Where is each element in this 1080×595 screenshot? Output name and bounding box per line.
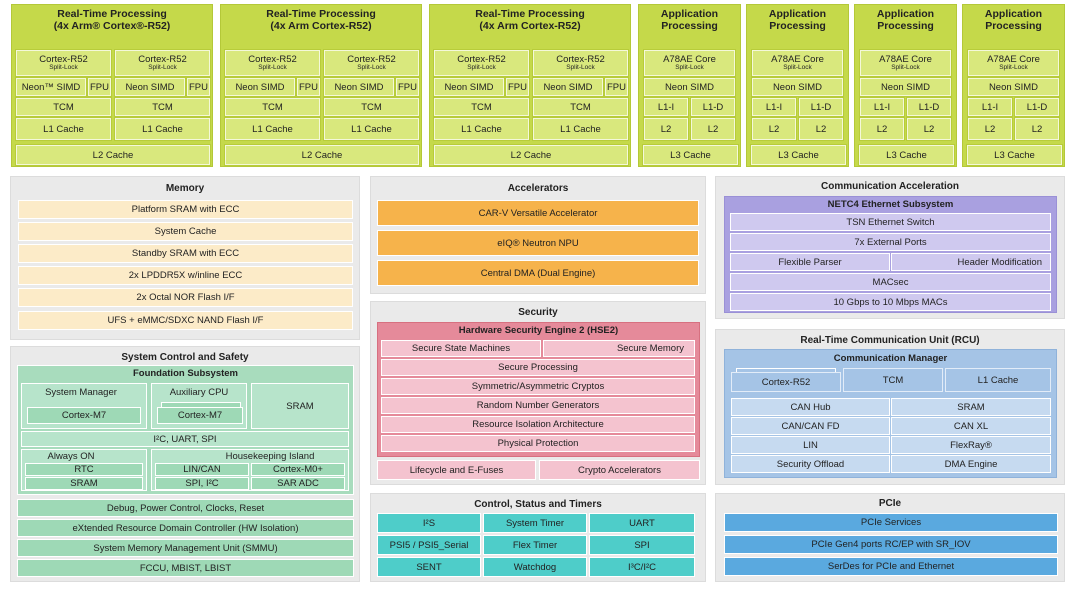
comm-manager-title: Communication Manager bbox=[833, 352, 948, 364]
core-sub-text: Split-Lock bbox=[148, 63, 177, 71]
accelerators-panel bbox=[370, 176, 706, 294]
rt-processing-cluster bbox=[429, 4, 631, 167]
l1-cache: L1 Cache bbox=[434, 118, 529, 140]
control-title: Control, Status and Timers bbox=[474, 499, 602, 510]
memory-item: UFS + eMMC/SDXC NAND Flash I/F bbox=[18, 311, 353, 330]
l1-cache: L1 Cache bbox=[16, 118, 111, 140]
security-item: Physical Protection bbox=[381, 435, 695, 452]
neon-simd: Neon SIMD bbox=[115, 78, 185, 96]
tsn-switch: TSN Ethernet Switch bbox=[730, 213, 1051, 231]
system-panel bbox=[10, 346, 360, 582]
netc4-title: NETC4 Ethernet Subsystem bbox=[827, 198, 954, 210]
accelerator-item: eIQ® Neutron NPU bbox=[377, 230, 699, 256]
neon-simd: Neon SIMD bbox=[533, 78, 603, 96]
l1-cache: L1 Cache bbox=[225, 118, 320, 140]
l1-d-cache: L1-D bbox=[799, 98, 843, 116]
secure-memory: Secure Memory bbox=[543, 340, 695, 357]
core-name-text: Cortex-R52 bbox=[39, 53, 88, 65]
comm-accel-title: Communication Acceleration bbox=[821, 181, 959, 192]
memory-item: Standby SRAM with ECC bbox=[18, 244, 353, 263]
fpu: FPU bbox=[88, 78, 111, 96]
control-cell: UART bbox=[589, 513, 695, 533]
l2-cache: L2 bbox=[644, 118, 688, 140]
foundation-title: Foundation Subsystem bbox=[132, 368, 239, 379]
cluster-title bbox=[639, 8, 740, 32]
l1-i-cache: L1-I bbox=[968, 98, 1012, 116]
control-panel bbox=[370, 493, 706, 582]
cluster-title-line2: (4x Arm® Cortex®-R52) bbox=[53, 20, 171, 33]
core-sub-text: Split-Lock bbox=[783, 63, 812, 71]
rcu-cell: FlexRay® bbox=[891, 436, 1051, 454]
accelerator-item: CAR-V Versatile Accelerator bbox=[377, 200, 699, 226]
cortex-m0: Cortex-M0+ bbox=[251, 463, 345, 476]
core-name-text: Cortex-R52 bbox=[138, 53, 187, 65]
fpu: FPU bbox=[506, 78, 529, 96]
l1-cache: L1 Cache bbox=[533, 118, 628, 140]
cluster-title bbox=[12, 8, 212, 32]
macsec: MACsec bbox=[730, 273, 1051, 291]
l2-cache: L2 Cache bbox=[225, 145, 419, 165]
cluster-title bbox=[855, 8, 956, 32]
pcie-item: PCIe Gen4 ports RC/EP with SR_IOV bbox=[724, 535, 1058, 554]
flexible-parser: Flexible Parser bbox=[730, 253, 890, 271]
l2-cache: L2 bbox=[968, 118, 1012, 140]
tcm: TCM bbox=[533, 98, 628, 116]
lin-can: LIN/CAN bbox=[155, 463, 249, 476]
neon-simd: Neon SIMD bbox=[324, 78, 394, 96]
hse2-title: Hardware Security Engine 2 (HSE2) bbox=[458, 325, 619, 336]
control-cell: SPI bbox=[589, 535, 695, 555]
rcu-panel bbox=[715, 329, 1065, 485]
core-name-text: Cortex-R52 bbox=[347, 53, 396, 65]
core-name-text: A78AE Core bbox=[987, 53, 1040, 65]
l1-d-cache: L1-D bbox=[907, 98, 951, 116]
cluster-title-line2: (4x Arm Cortex-R52) bbox=[270, 20, 372, 33]
cluster-title-line2: Processing bbox=[769, 20, 826, 33]
core-name bbox=[16, 50, 111, 76]
system-item: FCCU, MBIST, LBIST bbox=[17, 559, 354, 577]
l1-cache: L1 Cache bbox=[324, 118, 419, 140]
core-name bbox=[533, 50, 628, 76]
a78ae-core bbox=[644, 50, 735, 76]
cluster-title-line1: Application bbox=[660, 8, 719, 20]
pcie-item: SerDes for PCIe and Ethernet bbox=[724, 557, 1058, 576]
secure-state-machines: Secure State Machines bbox=[381, 340, 541, 357]
rcu-cell: Security Offload bbox=[731, 455, 890, 473]
rcu-cell: LIN bbox=[731, 436, 890, 454]
neon-simd: Neon SIMD bbox=[225, 78, 295, 96]
core-name-text: Cortex-R52 bbox=[248, 53, 297, 65]
a78ae-core bbox=[752, 50, 843, 76]
l3-cache: L3 Cache bbox=[751, 145, 846, 165]
core-sub-text: Split-Lock bbox=[49, 63, 78, 71]
core-sub-text: Split-Lock bbox=[566, 63, 595, 71]
security-item: Random Number Generators bbox=[381, 397, 695, 414]
system-item: Debug, Power Control, Clocks, Reset bbox=[17, 499, 354, 517]
fpu: FPU bbox=[187, 78, 210, 96]
security-item: Resource Isolation Architecture bbox=[381, 416, 695, 433]
security-panel bbox=[370, 301, 706, 485]
pcie-item: PCIe Services bbox=[724, 513, 1058, 532]
rcu-cortex-r52: Cortex-R52 bbox=[731, 372, 841, 392]
app-processing-cluster bbox=[962, 4, 1065, 167]
control-cell: Flex Timer bbox=[483, 535, 587, 555]
cluster-title bbox=[430, 8, 630, 32]
l1-cache: L1 Cache bbox=[115, 118, 210, 140]
core-sub-text: Split-Lock bbox=[891, 63, 920, 71]
neon-simd: Neon SIMD bbox=[752, 78, 843, 96]
system-item: System Memory Management Unit (SMMU) bbox=[17, 539, 354, 557]
l2-cache: L2 Cache bbox=[16, 145, 210, 165]
core-sub-text: Split-Lock bbox=[999, 63, 1028, 71]
cluster-title-line1: Application bbox=[768, 8, 827, 20]
always-on-sram: SRAM bbox=[25, 477, 143, 490]
l3-cache: L3 Cache bbox=[859, 145, 954, 165]
neon-simd: Neon SIMD bbox=[644, 78, 735, 96]
core-sub-text: Split-Lock bbox=[357, 63, 386, 71]
app-processing-cluster bbox=[638, 4, 741, 167]
system-manager-core: Cortex-M7 bbox=[27, 407, 141, 424]
i2c-uart-spi: I²C, UART, SPI bbox=[21, 431, 349, 447]
core-sub-text: Split-Lock bbox=[467, 63, 496, 71]
accelerators-title: Accelerators bbox=[507, 183, 569, 194]
core-name bbox=[225, 50, 320, 76]
rcu-cell: CAN Hub bbox=[731, 398, 890, 416]
system-manager-label: System Manager bbox=[45, 386, 117, 398]
l2-cache: L2 bbox=[691, 118, 735, 140]
cluster-title-line1: Application bbox=[984, 8, 1043, 20]
l1-i-cache: L1-I bbox=[860, 98, 904, 116]
app-processing-cluster bbox=[746, 4, 849, 167]
control-cell: Watchdog bbox=[483, 557, 587, 577]
macs: 10 Gbps to 10 Mbps MACs bbox=[730, 293, 1051, 311]
control-cell: System Timer bbox=[483, 513, 587, 533]
fpu: FPU bbox=[297, 78, 320, 96]
system-item: eXtended Resource Domain Controller (HW Isolation) bbox=[17, 519, 354, 537]
core-sub-text: Split-Lock bbox=[675, 63, 704, 71]
cluster-title bbox=[221, 8, 421, 32]
l2-cache: L2 bbox=[860, 118, 904, 140]
rcu-cell: CAN/CAN FD bbox=[731, 417, 890, 435]
accelerator-item: Central DMA (Dual Engine) bbox=[377, 260, 699, 286]
l2-cache: L2 bbox=[752, 118, 796, 140]
rcu-l1-cache: L1 Cache bbox=[945, 368, 1051, 392]
lifecycle-efuses: Lifecycle and E-Fuses bbox=[377, 460, 536, 480]
control-cell: PSI5 / PSI5_Serial bbox=[377, 535, 481, 555]
tcm: TCM bbox=[115, 98, 210, 116]
tcm: TCM bbox=[324, 98, 419, 116]
memory-panel bbox=[10, 176, 360, 340]
a78ae-core bbox=[968, 50, 1059, 76]
l2-cache: L2 bbox=[1015, 118, 1059, 140]
cluster-title-line1: Application bbox=[876, 8, 935, 20]
a78ae-core bbox=[860, 50, 951, 76]
rcu-title: Real-Time Communication Unit (RCU) bbox=[800, 335, 980, 346]
cluster-title-line1: Real-Time Processing bbox=[57, 8, 167, 20]
core-name bbox=[434, 50, 529, 76]
header-modification: Header Modification bbox=[891, 253, 1051, 271]
aux-cpu-core: Cortex-M7 bbox=[157, 407, 243, 424]
fpu: FPU bbox=[396, 78, 419, 96]
security-title: Security bbox=[518, 307, 558, 318]
l2-cache: L2 bbox=[799, 118, 843, 140]
rcu-cell: DMA Engine bbox=[891, 455, 1051, 473]
cluster-title-line1: Real-Time Processing bbox=[475, 8, 585, 20]
external-ports: 7x External Ports bbox=[730, 233, 1051, 251]
neon-simd: Neon SIMD bbox=[860, 78, 951, 96]
cluster-title-line2: Processing bbox=[985, 20, 1042, 33]
rcu-tcm: TCM bbox=[843, 368, 943, 392]
housekeeping-label: Housekeeping Island bbox=[225, 451, 315, 462]
spi-i2c: SPI, I²C bbox=[155, 477, 249, 490]
neon-simd: Neon SIMD bbox=[434, 78, 504, 96]
core-name-text: Cortex-R52 bbox=[556, 53, 605, 65]
crypto-accelerators: Crypto Accelerators bbox=[539, 460, 700, 480]
pcie-panel bbox=[715, 493, 1065, 582]
l2-cache: L2 Cache bbox=[434, 145, 628, 165]
core-name-text: A78AE Core bbox=[879, 53, 932, 65]
cluster-title-line1: Real-Time Processing bbox=[266, 8, 376, 20]
app-processing-cluster bbox=[854, 4, 957, 167]
foundation-sram: SRAM bbox=[251, 383, 349, 429]
core-name-text: Cortex-R52 bbox=[457, 53, 506, 65]
cluster-title-line2: Processing bbox=[877, 20, 934, 33]
neon-simd: Neon SIMD bbox=[968, 78, 1059, 96]
always-on-label: Always ON bbox=[47, 451, 95, 462]
l1-d-cache: L1-D bbox=[1015, 98, 1059, 116]
control-cell: I²S bbox=[377, 513, 481, 533]
aux-cpu-label: Auxiliary CPU bbox=[169, 386, 229, 398]
rcu-cell: CAN XL bbox=[891, 417, 1051, 435]
rtc: RTC bbox=[25, 463, 143, 476]
memory-item: 2x LPDDR5X w/inline ECC bbox=[18, 266, 353, 285]
tcm: TCM bbox=[225, 98, 320, 116]
cluster-title bbox=[963, 8, 1064, 32]
neon-simd: Neon™ SIMD bbox=[16, 78, 86, 96]
control-cell: I³C/I²C bbox=[589, 557, 695, 577]
core-name-text: A78AE Core bbox=[771, 53, 824, 65]
memory-item: Platform SRAM with ECC bbox=[18, 200, 353, 219]
cluster-title-line2: (4x Arm Cortex-R52) bbox=[479, 20, 581, 33]
l3-cache: L3 Cache bbox=[967, 145, 1062, 165]
l2-cache: L2 bbox=[907, 118, 951, 140]
l1-d-cache: L1-D bbox=[691, 98, 735, 116]
rt-processing-cluster bbox=[11, 4, 213, 167]
security-item: Symmetric/Asymmetric Cryptos bbox=[381, 378, 695, 395]
l1-i-cache: L1-I bbox=[644, 98, 688, 116]
memory-item: 2x Octal NOR Flash I/F bbox=[18, 288, 353, 307]
comm-accel-panel bbox=[715, 176, 1065, 319]
core-name-text: A78AE Core bbox=[663, 53, 716, 65]
rt-processing-cluster bbox=[220, 4, 422, 167]
system-title: System Control and Safety bbox=[121, 352, 249, 363]
core-name bbox=[324, 50, 419, 76]
core-sub-text: Split-Lock bbox=[258, 63, 287, 71]
l3-cache: L3 Cache bbox=[643, 145, 738, 165]
tcm: TCM bbox=[434, 98, 529, 116]
tcm: TCM bbox=[16, 98, 111, 116]
memory-item: System Cache bbox=[18, 222, 353, 241]
control-cell: SENT bbox=[377, 557, 481, 577]
sar-adc: SAR ADC bbox=[251, 477, 345, 490]
l1-i-cache: L1-I bbox=[752, 98, 796, 116]
cluster-title-line2: Processing bbox=[661, 20, 718, 33]
security-item: Secure Processing bbox=[381, 359, 695, 376]
core-name bbox=[115, 50, 210, 76]
memory-title: Memory bbox=[165, 183, 205, 194]
rcu-cell: SRAM bbox=[891, 398, 1051, 416]
pcie-title: PCIe bbox=[878, 498, 902, 509]
cluster-title bbox=[747, 8, 848, 32]
fpu: FPU bbox=[605, 78, 628, 96]
